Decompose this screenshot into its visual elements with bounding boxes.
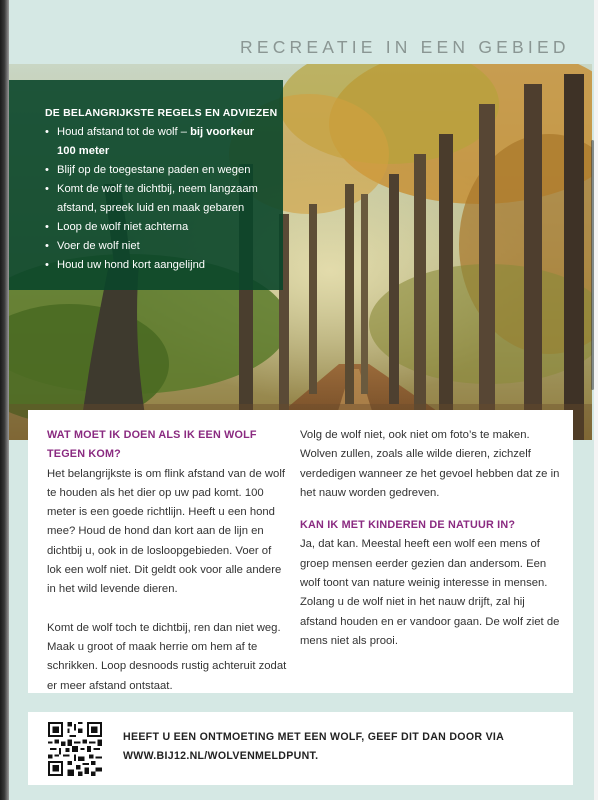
- page-header-title: RECREATIE IN EEN GEBIED: [240, 37, 570, 57]
- page-right-edge: [594, 0, 598, 800]
- rule-item: • Loop de wolf niet achterna: [45, 218, 273, 237]
- rule-item: • Komt de wolf te dichtbij, neem langzaam afstand, spreek luid en maak gebaren: [45, 180, 273, 218]
- rules-list: [45, 123, 273, 275]
- rule-item: • Voer de wolf niet: [45, 237, 273, 256]
- page-binding-edge: [0, 0, 9, 800]
- qr-code-icon[interactable]: [48, 722, 102, 776]
- article-column-right: [300, 426, 562, 651]
- paragraph: Komt de wolf toch te dichtbij, ren dan niet weg. Maak u groot of maak herrie om hem af te schrikken. Loop desnoods rustig achteruit zodat er meer afstand ontstaat.: [47, 621, 287, 692]
- rule-item: [45, 123, 273, 161]
- section-heading: WAT MOET IK DOEN ALS IK EEN WOLF TEGEN KOM?: [47, 429, 257, 461]
- rules-title: DE BELANGRIJKSTE REGELS EN ADVIEZEN: [45, 107, 278, 119]
- rule-item: • Blijf op de toegestane paden en wegen: [45, 161, 273, 180]
- article-box: [28, 410, 573, 693]
- report-instruction-line: HEEFT U EEN ONTMOETING MET EEN WOLF, GEEF DIT DAN DOOR VIA: [123, 731, 505, 743]
- paragraph: Het belangrijkste is om flink afstand van de wolf te houden als het dier op uw pad komt. 100 meter is een goede richtlijn. Heeft u een hond mee? Houd de hond dan kort aan de lijn en dichtbij u, ook in de losloopgebieden. Voer of lok een wolf niet. Dit geldt ook voor alle andere in het wild levende dieren.: [47, 467, 285, 596]
- scrollbar-thumb[interactable]: [591, 140, 594, 390]
- report-instruction: [123, 728, 504, 766]
- rule-item-emphasis: bij voorkeur 100 meter: [57, 126, 255, 157]
- rule-item-text: Houd afstand tot de wolf –: [57, 126, 191, 138]
- report-link[interactable]: WWW.BIJ12.NL/WOLVENMELDPUNT.: [123, 750, 319, 762]
- section-heading: KAN IK MET KINDEREN DE NATUUR IN?: [300, 519, 516, 532]
- report-footer: [28, 712, 573, 785]
- paragraph: Volg de wolf niet, ook niet om foto’s te maken. Wolven zullen, zoals alle wilde dieren, zichzelf verdedigen wanneer ze het gevoel hebben dat ze in het nauw worden gedreven.: [300, 429, 560, 499]
- rule-item: • Houd uw hond kort aangelijnd: [45, 256, 273, 275]
- paragraph: Ja, dat kan. Meestal heeft een wolf een mens of groep mensen eerder gezien dan andersom. Een wolf toont van nature weinig interesse in mensen. Zolang u de wolf niet in het nauw drijft, zal hij afstand houden en er vandoor gaan. De wolf ziet de mens niet als prooi.: [300, 538, 560, 647]
- article-column-left: [47, 426, 287, 696]
- rules-box: [9, 80, 283, 290]
